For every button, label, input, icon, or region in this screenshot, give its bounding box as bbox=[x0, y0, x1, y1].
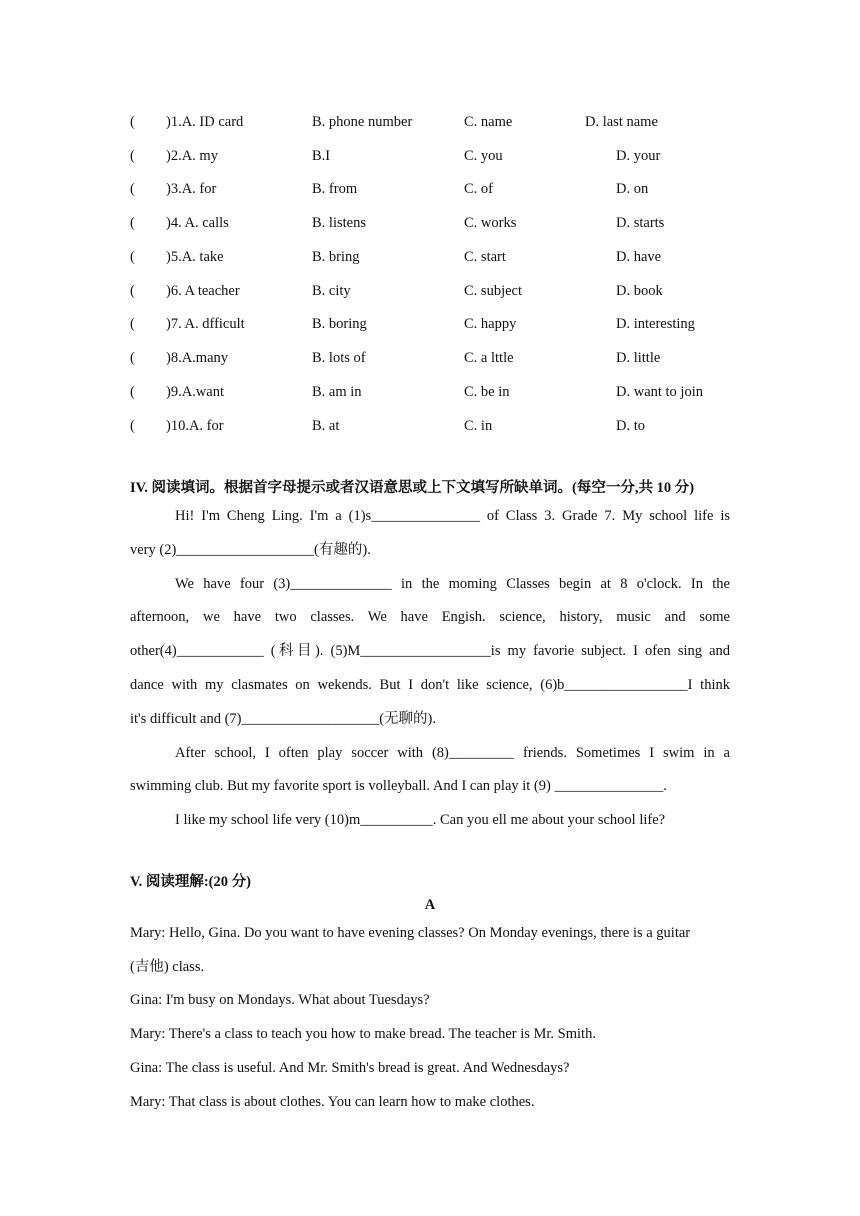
section-v-heading: V. 阅读理解:(20 分) bbox=[130, 874, 251, 890]
option-d: D. book bbox=[616, 283, 663, 299]
option-a: )1.A. ID card bbox=[166, 114, 244, 130]
passage-line: We have four (3)______________ in the moming Classes begin at 8 o'clock. In the bbox=[175, 576, 730, 592]
option-c: C. of bbox=[464, 181, 493, 197]
option-b: B. boring bbox=[312, 316, 367, 332]
option-c: C. be in bbox=[464, 384, 510, 400]
option-a: )2.A. my bbox=[166, 148, 218, 164]
option-b: B. bring bbox=[312, 249, 360, 265]
option-d: D. on bbox=[616, 181, 649, 197]
passage-label: A bbox=[424, 897, 436, 913]
passage-line: it's difficult and (7)___________________(无聊的). bbox=[130, 711, 437, 727]
option-d: D. your bbox=[616, 148, 661, 164]
option-d: D. last name bbox=[585, 114, 658, 130]
option-c: C. a lttle bbox=[464, 350, 514, 366]
option-b: B. lots of bbox=[312, 350, 366, 366]
answer-paren: ( bbox=[130, 384, 135, 400]
dialogue-line: Mary: Hello, Gina. Do you want to have evening classes? On Monday evenings, there is a guitar bbox=[130, 925, 691, 941]
answer-paren: ( bbox=[130, 215, 135, 231]
option-a: )3.A. for bbox=[166, 181, 217, 197]
passage-line: other(4)____________ (科目). (5)M__________________is my favorie subject. I ofen sing and bbox=[130, 643, 730, 659]
passage-line: After school, I often play soccer with (8)_________ friends. Sometimes I swim in a bbox=[175, 745, 730, 761]
option-a: )9.A.want bbox=[166, 384, 224, 400]
passage-line: Hi! I'm Cheng Ling. I'm a (1)s_______________ of Class 3. Grade 7. My school life is bbox=[175, 508, 730, 524]
answer-paren: ( bbox=[130, 114, 135, 130]
option-a: )6. A teacher bbox=[166, 283, 240, 299]
option-c: C. start bbox=[464, 249, 506, 265]
passage-line: swimming club. But my favorite sport is volleyball. And I can play it (9) _______________. bbox=[130, 778, 667, 794]
option-b: B. at bbox=[312, 418, 340, 434]
option-b: B.I bbox=[312, 148, 331, 164]
option-d: D. interesting bbox=[616, 316, 695, 332]
option-a: )5.A. take bbox=[166, 249, 224, 265]
section-iv-heading: IV. 阅读填词。根据首字母提示或者汉语意思或上下文填写所缺单词。(每空一分,共 10 分) bbox=[130, 480, 695, 496]
option-a: )8.A.many bbox=[166, 350, 229, 366]
dialogue-line: Gina: The class is useful. And Mr. Smith's bread is great. And Wednesdays? bbox=[130, 1060, 570, 1076]
option-c: C. you bbox=[464, 148, 503, 164]
dialogue-line: Mary: That class is about clothes. You can learn how to make clothes. bbox=[130, 1094, 535, 1110]
option-c: C. works bbox=[464, 215, 517, 231]
option-a: )10.A. for bbox=[166, 418, 224, 434]
option-b: B. city bbox=[312, 283, 351, 299]
option-c: C. happy bbox=[464, 316, 517, 332]
option-c: C. in bbox=[464, 418, 493, 434]
option-b: B. phone number bbox=[312, 114, 413, 130]
option-d: D. want to join bbox=[616, 384, 703, 400]
option-d: D. starts bbox=[616, 215, 665, 231]
option-b: B. listens bbox=[312, 215, 366, 231]
answer-paren: ( bbox=[130, 148, 135, 164]
answer-paren: ( bbox=[130, 249, 135, 265]
option-c: C. name bbox=[464, 114, 513, 130]
option-a: )4. A. calls bbox=[166, 215, 229, 231]
passage-line: I like my school life very (10)m__________. Can you ell me about your school life? bbox=[175, 812, 666, 828]
option-a: )7. A. dfficult bbox=[166, 316, 245, 332]
option-d: D. have bbox=[616, 249, 662, 265]
option-b: B. from bbox=[312, 181, 358, 197]
passage-line: dance with my clasmates on wekends. But I don't like science, (6)b_________________I think bbox=[130, 677, 730, 693]
answer-paren: ( bbox=[130, 418, 135, 434]
option-c: C. subject bbox=[464, 283, 522, 299]
passage-line: very (2)___________________(有趣的). bbox=[130, 542, 371, 558]
answer-paren: ( bbox=[130, 350, 135, 366]
dialogue-line: (吉他) class. bbox=[130, 959, 205, 975]
dialogue-line: Mary: There's a class to teach you how to make bread. The teacher is Mr. Smith. bbox=[130, 1026, 596, 1042]
option-b: B. am in bbox=[312, 384, 362, 400]
answer-paren: ( bbox=[130, 283, 135, 299]
option-d: D. to bbox=[616, 418, 645, 434]
passage-line: afternoon, we have two classes. We have Engish. science, history, music and some bbox=[130, 609, 730, 625]
dialogue-line: Gina: I'm busy on Mondays. What about Tuesdays? bbox=[130, 992, 430, 1008]
answer-paren: ( bbox=[130, 181, 135, 197]
option-d: D. little bbox=[616, 350, 661, 366]
answer-paren: ( bbox=[130, 316, 135, 332]
